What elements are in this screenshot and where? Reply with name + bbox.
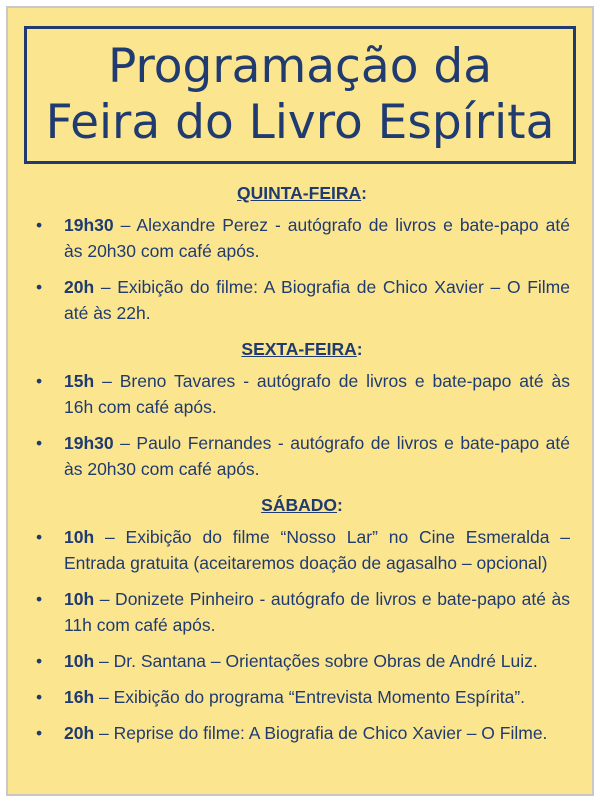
bullet-icon: • — [36, 527, 43, 547]
event-time: 10h — [64, 527, 95, 547]
list-item — [34, 430, 570, 482]
event-time: 10h — [64, 589, 95, 609]
bullet-icon: • — [36, 651, 43, 671]
event-text: – Alexandre Perez - autógrafo de livros e bate-papo até às 20h30 com café após. — [64, 215, 570, 261]
bullet-icon: • — [36, 589, 43, 609]
schedule — [34, 180, 570, 756]
bullet-icon: • — [36, 371, 43, 391]
title-box — [24, 26, 576, 164]
event-time: 16h — [64, 687, 95, 707]
list-item — [34, 684, 570, 710]
event-text: – Exibição do filme “Nosso Lar” no Cine Esmeralda – Entrada gratuita (aceitaremos doação de agasalho – opcional) — [64, 527, 570, 573]
bullet-icon: • — [36, 687, 43, 707]
day-list-sexta — [34, 368, 570, 482]
list-item — [34, 212, 570, 264]
title-line-1: Programação da — [107, 39, 493, 94]
event-text: – Exibição do programa “Entrevista Momento Espírita”. — [94, 687, 526, 707]
bullet-icon: • — [36, 433, 43, 453]
event-text: – Dr. Santana – Orientações sobre Obras de André Luiz. — [94, 651, 538, 671]
list-item — [34, 586, 570, 638]
event-time: 10h — [64, 651, 95, 671]
day-heading-quinta: QUINTA-FEIRA: — [237, 183, 367, 203]
event-time: 20h — [64, 277, 95, 297]
day-list-quinta — [34, 212, 570, 326]
day-heading-sexta: SEXTA-FEIRA: — [241, 339, 363, 359]
event-time: 15h — [64, 371, 95, 391]
event-text: – Donizete Pinheiro - autógrafo de livros e bate-papo até às 11h com café após. — [64, 589, 570, 635]
event-text: – Paulo Fernandes - autógrafo de livros e bate-papo até às 20h30 com café após. — [64, 433, 570, 479]
title-line-2: Feira do Livro Espírita — [45, 95, 555, 150]
event-time: 19h30 — [64, 215, 114, 235]
day-list-sabado — [34, 524, 570, 746]
list-item — [34, 368, 570, 420]
list-item — [34, 720, 570, 746]
bullet-icon: • — [36, 215, 43, 235]
event-text: – Breno Tavares - autógrafo de livros e bate-papo até às 16h com café após. — [64, 371, 570, 417]
event-text: – Exibição do filme: A Biografia de Chico Xavier – O Filme até às 22h. — [64, 277, 570, 323]
event-time: 19h30 — [64, 433, 114, 453]
list-item — [34, 524, 570, 576]
bullet-icon: • — [36, 277, 43, 297]
list-item — [34, 648, 570, 674]
poster — [6, 6, 594, 796]
bullet-icon: • — [36, 723, 43, 743]
event-time: 20h — [64, 723, 95, 743]
list-item — [34, 274, 570, 326]
event-text: – Reprise do filme: A Biografia de Chico Xavier – O Filme. — [94, 723, 548, 743]
day-heading-sabado: SÁBADO: — [261, 495, 343, 515]
